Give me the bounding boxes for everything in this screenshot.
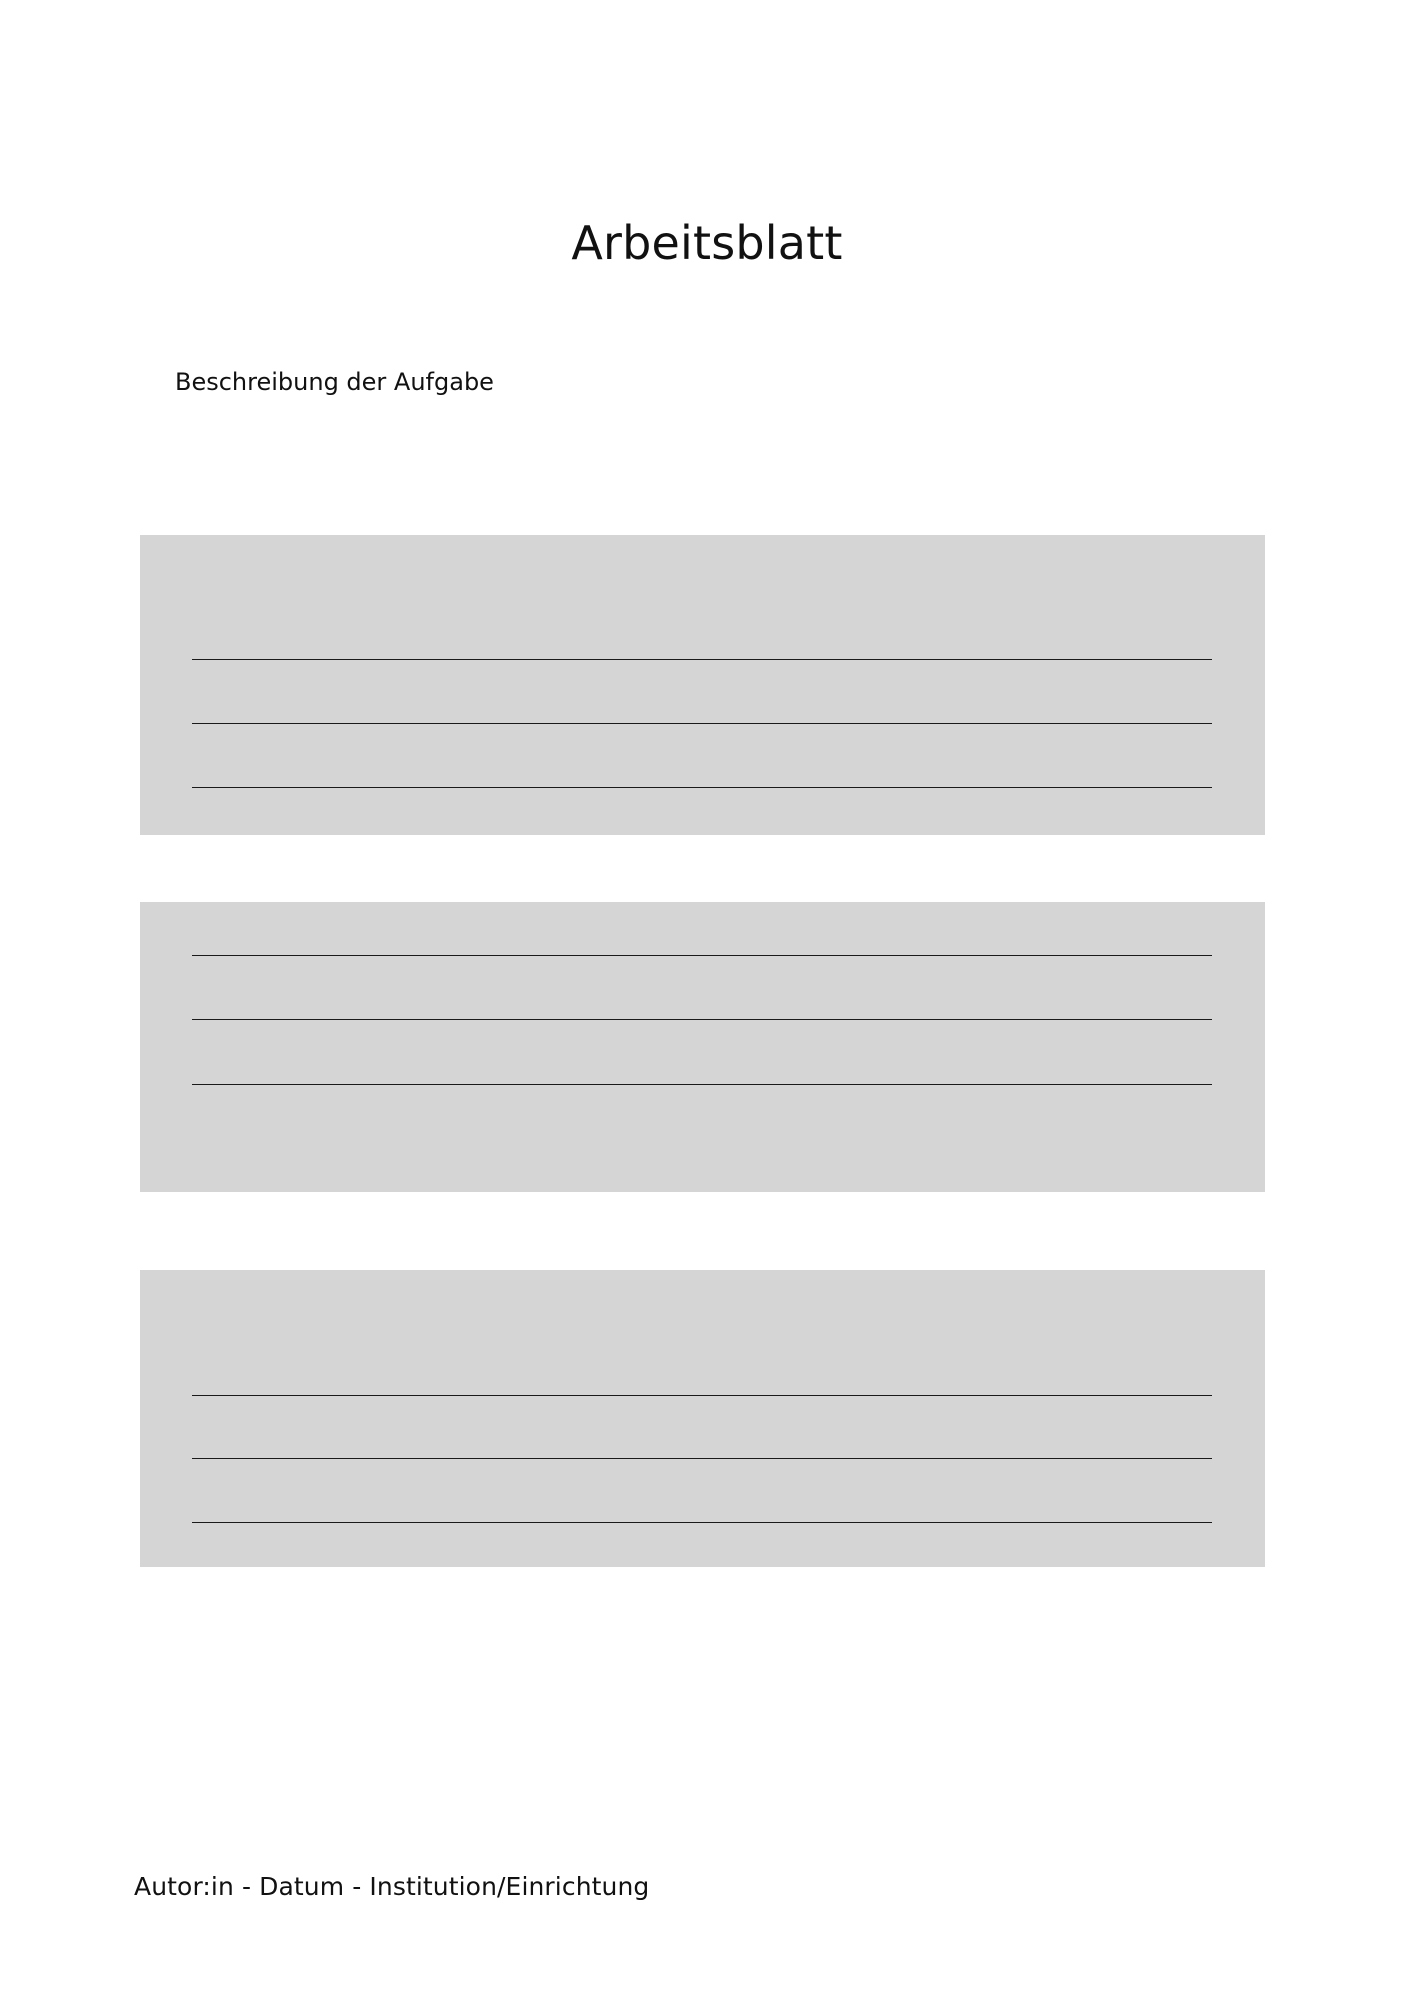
- writing-line[interactable]: [192, 659, 1212, 660]
- writing-line[interactable]: [192, 723, 1212, 724]
- writing-line[interactable]: [192, 1522, 1212, 1523]
- writing-line[interactable]: [192, 787, 1212, 788]
- writing-line[interactable]: [192, 1084, 1212, 1085]
- writing-line[interactable]: [192, 955, 1212, 956]
- writing-line[interactable]: [192, 1019, 1212, 1020]
- writing-line[interactable]: [192, 1395, 1212, 1396]
- page-title: Arbeitsblatt: [571, 216, 843, 270]
- footer-credit: Autor:in - Datum - Institution/Einrichtung: [134, 1872, 650, 1901]
- answer-block-2[interactable]: [140, 902, 1265, 1192]
- answer-block-1[interactable]: [140, 535, 1265, 835]
- task-description: Beschreibung der Aufgabe: [175, 368, 494, 396]
- answer-block-3[interactable]: [140, 1270, 1265, 1567]
- writing-line[interactable]: [192, 1458, 1212, 1459]
